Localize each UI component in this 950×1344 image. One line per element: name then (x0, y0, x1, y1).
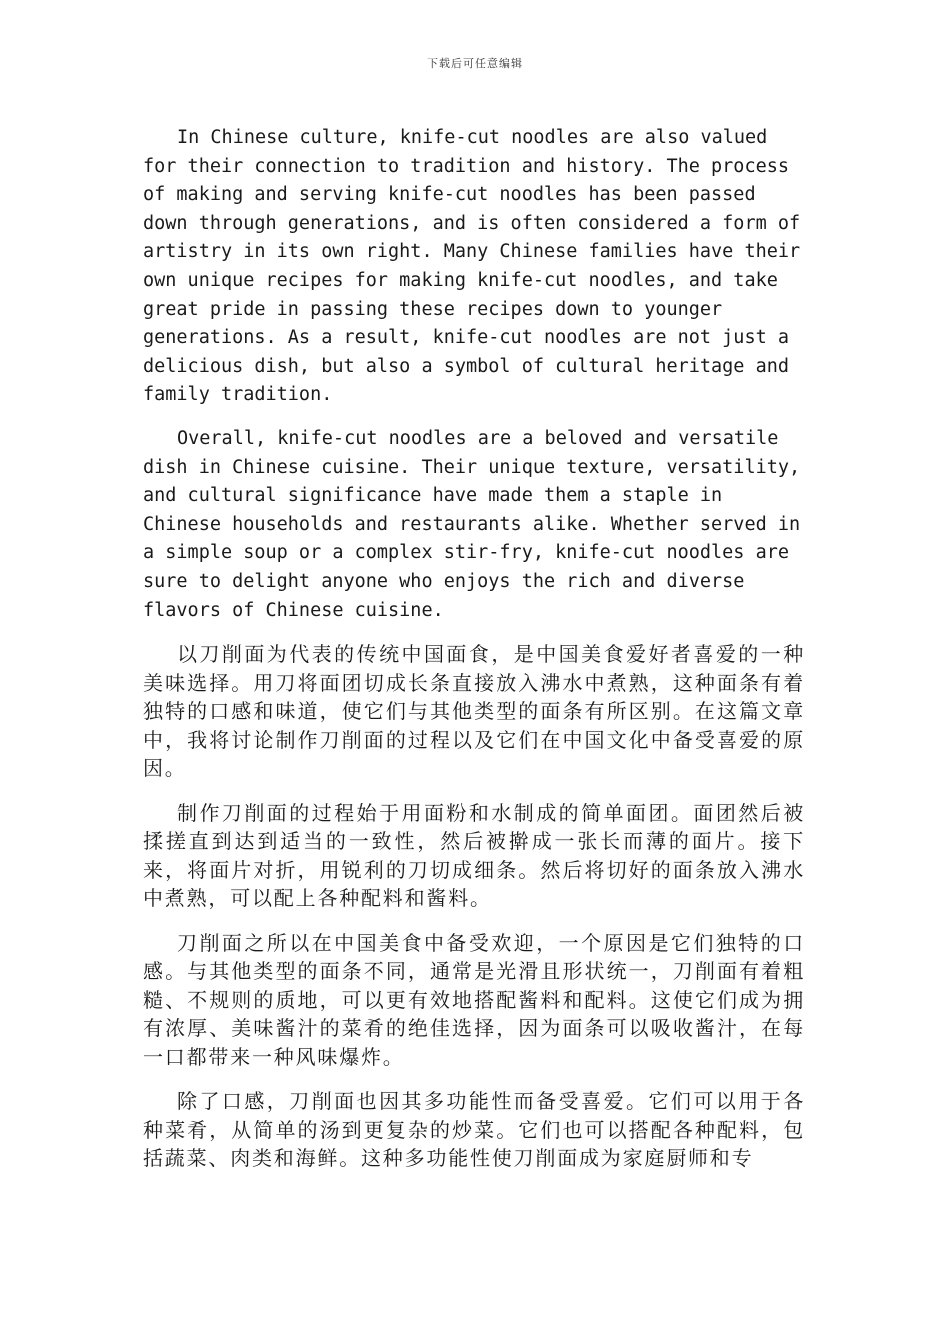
paragraph-zh-intro: 以刀削面为代表的传统中国面食，是中国美食爱好者喜爱的一种美味选择。用刀将面团切成长条直接放入沸水中煮熟，这种面条有着独特的口感和味道，使它们与其他类型的面条有所区别。在这篇文章中，我将讨论制作刀削面的过程以及它们在中国文化中备受喜爱的原因。 (143, 642, 805, 781)
header-note: 下载后可任意编辑 (427, 57, 523, 70)
paragraph-zh-texture: 刀削面之所以在中国美食中备受欢迎，一个原因是它们独特的口感。与其他类型的面条不同，通常是光滑且形状统一，刀削面有着粗糙、不规则的质地，可以更有效地搭配酱料和配料。这使它们成为拥有浓厚、美味酱汁的菜肴的绝佳选择，因为面条可以吸收酱汁，在每一口都带来一种风味爆炸。 (143, 930, 805, 1069)
paragraph-en-overall: Overall, knife-cut noodles are a beloved and versatile dish in Chinese cuisine. Their unique texture, versatility, and cultural significance have made them a staple in Chinese households and restaurants alike. Whether served in a simple soup or a complex stir-fry, knife-cut noodles are sure to delight anyone who enjoys the rich and diverse flavors of Chinese cuisine. (143, 427, 801, 621)
paragraph-zh-versatility: 除了口感，刀削面也因其多功能性而备受喜爱。它们可以用于各种菜肴，从简单的汤到更复杂的炒菜。它们也可以搭配各种配料，包括蔬菜、肉类和海鲜。这种多功能性使刀削面成为家庭厨师和专 (143, 1089, 805, 1171)
document-body (143, 124, 805, 1189)
paragraph-zh-process: 制作刀削面的过程始于用面粉和水制成的简单面团。面团然后被揉搓直到达到适当的一致性，然后被擀成一张长而薄的面片。接下来，将面片对折，用锐利的刀切成细条。然后将切好的面条放入沸水中煮熟，可以配上各种配料和酱料。 (143, 800, 805, 911)
paragraph-en-tradition: In Chinese culture, knife-cut noodles are also valued for their connection to tradition and history. The process of making and serving knife-cut noodles has been passed down through generations, and is often considered a form of artistry in its own right. Many Chinese families have their own unique recipes for making knife-cut noodles, and take great pride in passing these recipes down to younger generations. As a result, knife-cut noodles are not just a delicious dish, but also a symbol of cultural heritage and family tradition. (143, 127, 801, 406)
